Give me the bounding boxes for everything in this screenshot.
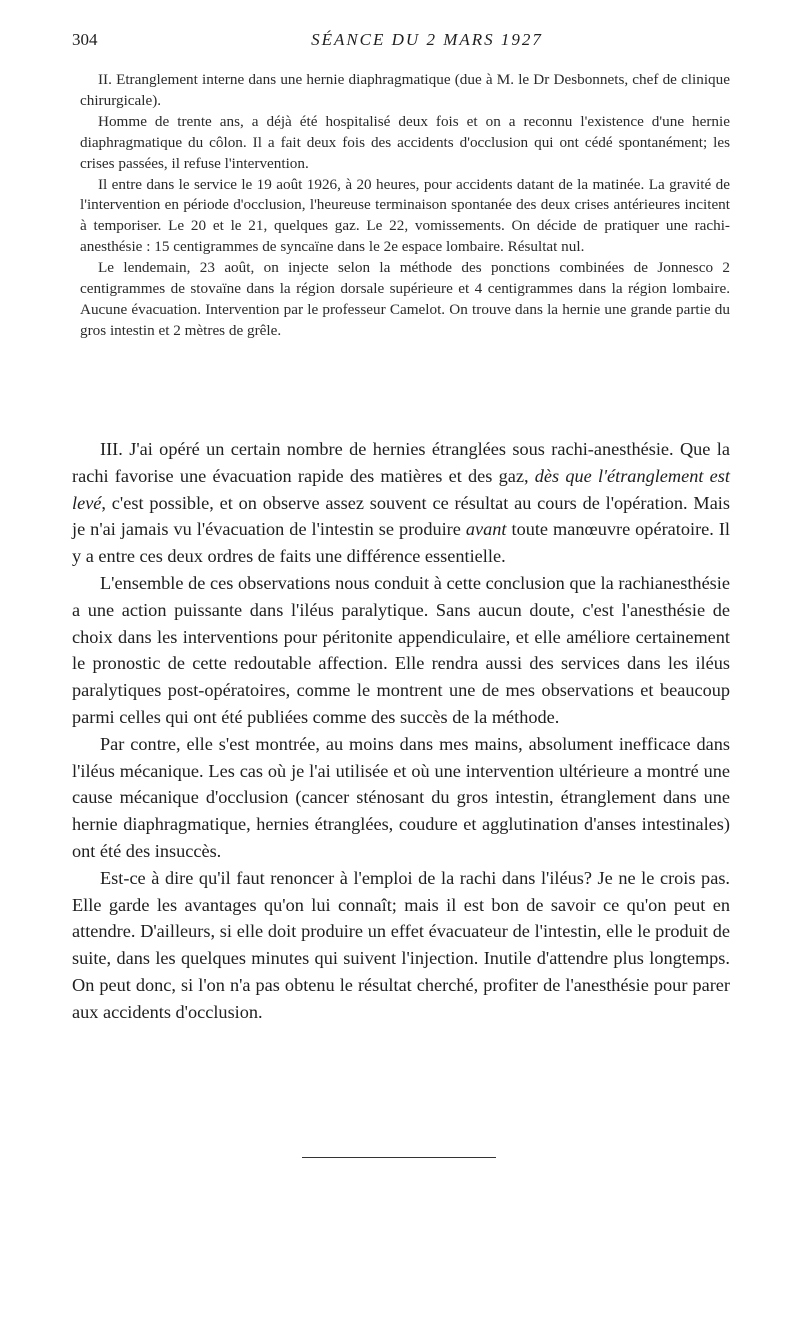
discussion-section bbox=[72, 436, 730, 1026]
case-two-section bbox=[80, 70, 730, 342]
running-title: SÉANCE DU 2 MARS 1927 bbox=[311, 30, 543, 49]
page-number: 304 bbox=[72, 30, 98, 49]
text-run: , c'est possible, et on observe assez souvent ce résultat au cours de l'opération. Mais je n'ai jamais vu l'évacuation de l'intestin se produire bbox=[72, 492, 730, 540]
discussion-paragraph bbox=[72, 436, 730, 570]
italic-run: dès que l'étranglement est levé bbox=[72, 465, 730, 513]
discussion-paragraph: Par contre, elle s'est montrée, au moins dans mes mains, absolument inefficace dans l'iléus mécanique. Les cas où je l'ai utilisée et où une intervention ultérieure a montré une cause mécanique d'occlusion (cancer sténosant du gros intestin, étranglement dans une hernie diaphragmatique, hernies étranglées, coudure et agglutination d'anses intestinales) ont été des insuccès. bbox=[72, 733, 730, 861]
discussion-paragraph: Est-ce à dire qu'il faut renoncer à l'emploi de la rachi dans l'iléus? Je ne le crois pas. Elle garde les avantages qu'on lui connaît; mais il est bon de savoir ce qu'on peut en attendre. D'ailleurs, si elle doit produire un effet évacuateur de l'intestin, elle le produit de suite, dans les quelques minutes qui suivent l'injection. Inutile d'attendre plus longtemps. On peut donc, si l'on n'a pas obtenu le résultat cherché, profiter de l'anesthésie pour parer aux accidents d'occlusion. bbox=[72, 867, 730, 1022]
case-two-paragraph: Il entre dans le service le 19 août 1926, à 20 heures, pour accidents datant de la matinée. La gravité de l'intervention en période d'occlusion, l'heureuse terminaison spontanée des deux crises antérieures incitent à temporiser. Le 20 et le 21, quelques gaz. Le 22, vomissements. On décide de pratiquer une rachi-anesthésie : 15 centigrammes de syncaïne dans le 2e espace lombaire. Résultat nul. bbox=[80, 175, 730, 256]
case-two-heading: II. Etranglement interne dans une hernie diaphragmatique (due à M. le Dr Desbonnets, chef de clinique chirurgicale). bbox=[80, 71, 730, 109]
running-header bbox=[72, 30, 782, 54]
case-two-paragraph: Le lendemain, 23 août, on injecte selon la méthode des ponctions combinées de Jonnesco 2 centigrammes de stovaïne dans la région dorsale supérieure et 4 centigrammes dans la région lombaire. Aucune évacuation. Intervention par le professeur Camelot. On trouve dans la hernie une grande partie du gros intestin et 2 mètres de grêle. bbox=[80, 259, 730, 339]
discussion-paragraph: L'ensemble de ces observations nous conduit à cette conclusion que la rachianesthésie a une action puissante dans l'iléus paralytique. Sans aucun doute, c'est l'anesthésie de choix dans les interventions pour péritonite appendiculaire, et elle améliore certainement le pronostic de cette redoutable affection. Elle rendra aussi des services dans les iléus paralytiques post-opératoires, comme le montrent une de mes observations et beaucoup parmi celles qui ont été publiées comme des succès de la méthode. bbox=[72, 572, 730, 727]
text-run: III. J'ai opéré un certain nombre de hernies étranglées sous rachi-anesthésie. Que la rachi favorise une évacuation rapide des matières et des gaz, bbox=[72, 439, 730, 486]
text-run: toute manœuvre opératoire. Il y a entre ces deux ordres de faits une différence essentielle. bbox=[72, 519, 730, 567]
italic-run: avant bbox=[465, 519, 507, 540]
case-two-paragraph: Homme de trente ans, a déjà été hospitalisé deux fois et on a reconnu l'existence d'une hernie diaphragmatique du côlon. Il a fait deux fois des accidents d'occlusion qui ont cédé spontanément; les crises passées, il refuse l'intervention. bbox=[80, 112, 730, 172]
closing-rule bbox=[302, 1157, 496, 1158]
